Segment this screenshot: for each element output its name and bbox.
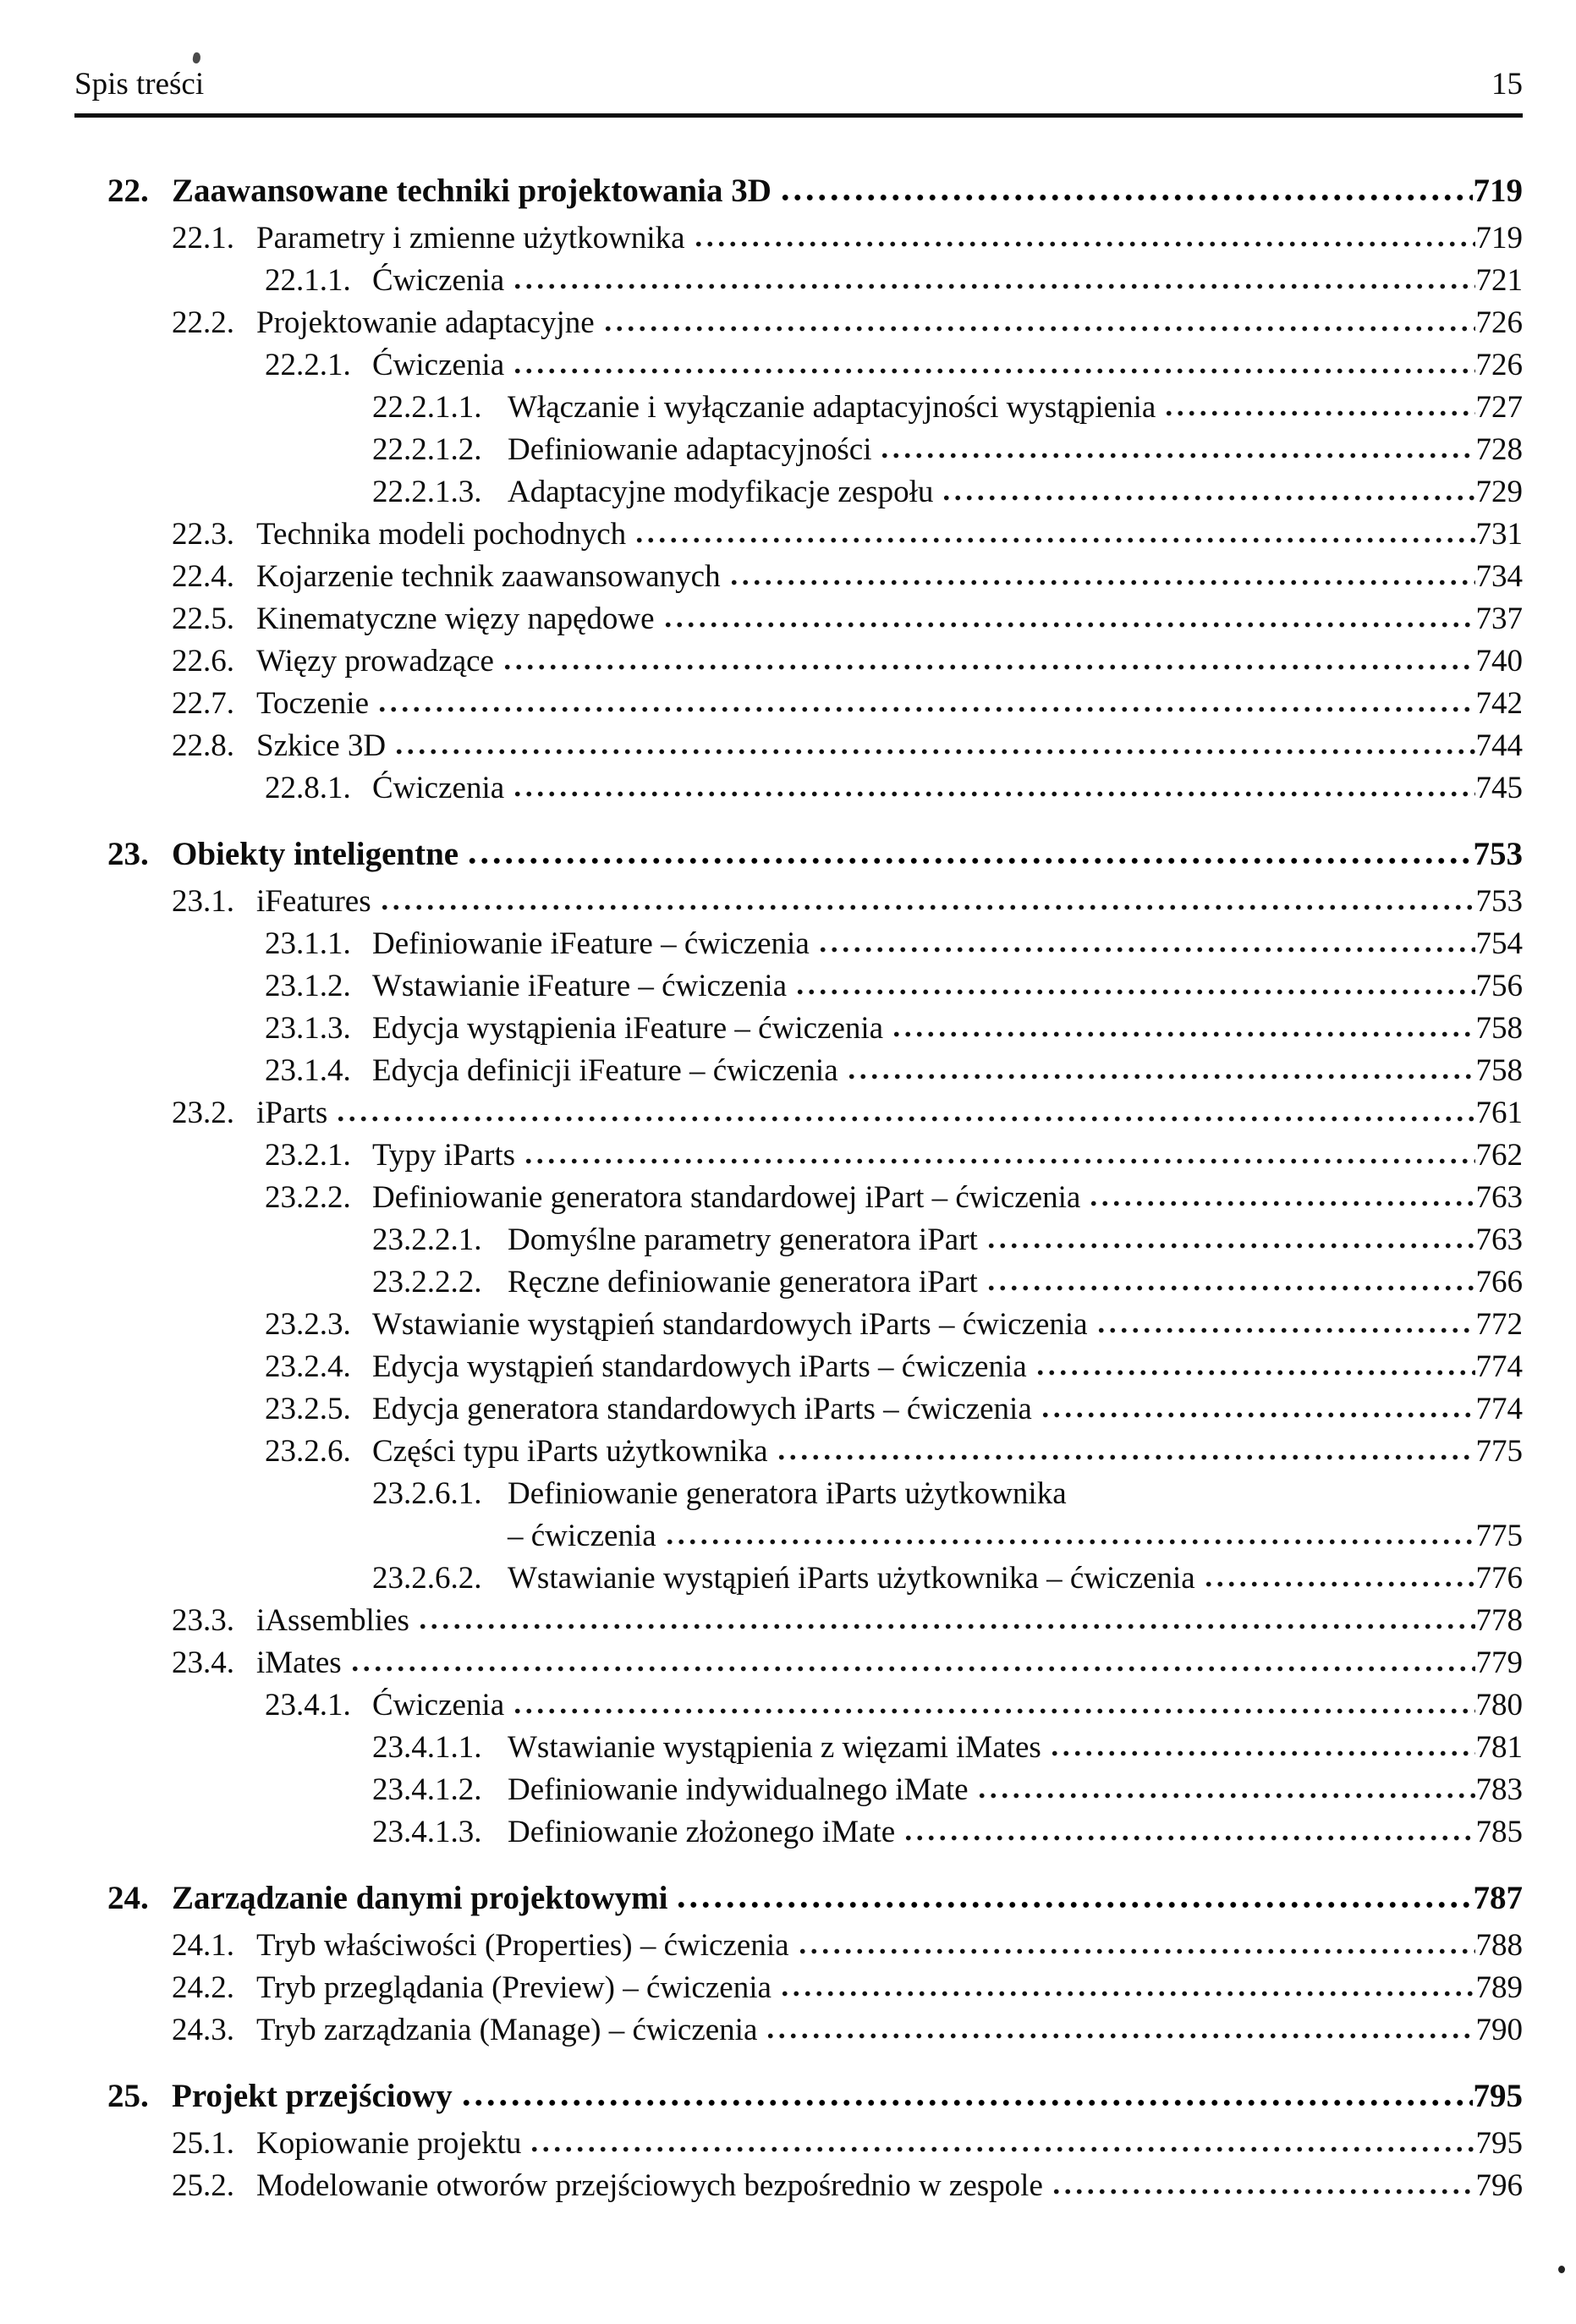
- toc-row: [107, 725, 1523, 767]
- toc-row: [107, 1092, 1523, 1135]
- toc-row: [107, 1261, 1523, 1304]
- toc-entry-title: Kojarzenie technik zaawansowanych: [256, 559, 721, 594]
- toc-page-ref: 785: [1475, 1815, 1523, 1849]
- toc-page-ref: 729: [1475, 475, 1523, 509]
- dot-leader: [779, 194, 1473, 201]
- toc-entry-title: Toczenie: [256, 686, 369, 721]
- dot-leader: [602, 325, 1475, 332]
- toc-row: [107, 1050, 1523, 1092]
- toc-entry-number: 23.4.1.: [265, 1688, 351, 1722]
- dot-leader: [1049, 1750, 1475, 1757]
- toc-entry-number: 23.1.3.: [265, 1011, 351, 1046]
- toc-entry-title: Edycja definicji iFeature – ćwiczenia: [372, 1053, 838, 1088]
- toc-entry-number: 22.: [107, 173, 149, 209]
- dot-leader: [379, 904, 1475, 911]
- toc-entry-number: 23.: [107, 836, 149, 872]
- toc-row: [107, 1473, 1523, 1558]
- toc-row: [107, 1346, 1523, 1388]
- toc-entry-title: Tryb zarządzania (Manage) – ćwiczenia: [256, 2013, 758, 2047]
- toc-entry-title: Zarządzanie danymi projektowymi: [172, 1880, 668, 1916]
- toc-row: [107, 1135, 1523, 1177]
- toc-entry-title: iMates: [256, 1645, 342, 1680]
- toc-entry-number: 22.8.1.: [265, 771, 351, 805]
- toc-row: [107, 767, 1523, 810]
- toc-row: [107, 302, 1523, 344]
- dot-leader: [376, 706, 1475, 713]
- toc-entry-title: Włączanie i wyłączanie adaptacyjności wystąpienia: [508, 390, 1156, 425]
- toc-entry-title: iAssemblies: [256, 1603, 409, 1638]
- toc-entry-number: 22.3.: [172, 517, 234, 552]
- toc-entry-title: Kopiowanie projektu: [256, 2126, 522, 2161]
- dot-leader: [797, 1948, 1475, 1955]
- dot-leader: [502, 663, 1475, 671]
- toc-page-ref: 721: [1475, 263, 1523, 298]
- toc-row: [107, 1558, 1523, 1600]
- dot-leader: [1203, 1580, 1475, 1588]
- toc-row: [107, 833, 1523, 876]
- dot-leader: [466, 857, 1472, 865]
- toc-row: [107, 1967, 1523, 2009]
- toc-entry-title: Typy iParts: [372, 1138, 516, 1173]
- toc-row: [107, 1219, 1523, 1261]
- toc-row: [107, 2009, 1523, 2052]
- running-head: [74, 66, 1523, 103]
- dot-leader: [941, 494, 1474, 502]
- toc-row: [107, 1684, 1523, 1727]
- toc-page-ref: 795: [1475, 2126, 1523, 2161]
- toc-page-ref: 753: [1473, 836, 1523, 872]
- toc-page-ref: 762: [1475, 1138, 1523, 1173]
- toc-page-ref: 758: [1475, 1011, 1523, 1046]
- toc-entry-title: Wstawianie wystąpień standardowych iParts – ćwiczenia: [372, 1307, 1088, 1342]
- toc-page-ref: 734: [1475, 559, 1523, 594]
- dot-leader: [903, 1834, 1474, 1842]
- toc-page-ref: 775: [1475, 1519, 1523, 1553]
- toc-entry-number: 22.4.: [172, 559, 234, 594]
- toc-entry-number: 23.2.5.: [265, 1392, 351, 1426]
- dot-leader: [460, 2099, 1473, 2107]
- toc-page-ref: 780: [1475, 1688, 1523, 1722]
- toc-entry-title: Modelowanie otworów przejściowych bezpośrednio w zespole: [256, 2168, 1043, 2203]
- toc-page-ref: 788: [1475, 1928, 1523, 1963]
- dot-leader: [1040, 1411, 1475, 1419]
- dot-leader: [693, 240, 1475, 248]
- toc-entry-title: Technika modeli pochodnych: [256, 517, 627, 552]
- toc-row: [107, 260, 1523, 302]
- toc-entry-number: 24.2.: [172, 1970, 234, 2005]
- toc-entry-title: Definiowanie indywidualnego iMate: [508, 1772, 969, 1807]
- toc-page-ref: 727: [1475, 390, 1523, 425]
- toc-page-ref: 740: [1475, 644, 1523, 679]
- toc-entry-title: Definiowanie generatora standardowej iPart – ćwiczenia: [372, 1180, 1081, 1215]
- toc-entry-number: 24.: [107, 1880, 149, 1916]
- toc-page-ref: 742: [1475, 686, 1523, 721]
- toc-page-ref: 779: [1475, 1645, 1523, 1680]
- toc-row: [107, 881, 1523, 923]
- toc-entry-title: Parametry i zmienne użytkownika: [256, 221, 685, 255]
- toc-page-ref: 772: [1475, 1307, 1523, 1342]
- toc-row: [107, 556, 1523, 598]
- toc-page-ref: 789: [1475, 1970, 1523, 2005]
- toc-entry-title: Ćwiczenia: [372, 263, 505, 298]
- toc-page-ref: 776: [1475, 1561, 1523, 1596]
- toc-entry-title: Ćwiczenia: [372, 771, 505, 805]
- toc-page-ref: 790: [1475, 2013, 1523, 2047]
- dot-leader: [779, 1990, 1475, 1997]
- toc-row: [107, 640, 1523, 683]
- toc-entry-title: Adaptacyjne modyfikacje zespołu: [508, 475, 934, 509]
- dot-leader: [664, 1538, 1475, 1546]
- toc-entry-title: iFeatures: [256, 884, 371, 919]
- toc-page-ref: 753: [1475, 884, 1523, 919]
- toc-entry-number: 22.2.1.3.: [372, 475, 482, 509]
- toc-page-ref: 795: [1473, 2078, 1523, 2114]
- toc-page-ref: 756: [1475, 969, 1523, 1003]
- toc-entry-title: Wstawianie iFeature – ćwiczenia: [372, 969, 788, 1003]
- toc-entry-number: 23.1.2.: [265, 969, 351, 1003]
- toc-row: [107, 1642, 1523, 1684]
- toc-entry-title: Definiowanie adaptacyjności: [508, 432, 872, 467]
- page-number: 15: [1491, 67, 1523, 102]
- toc-entry-number: 22.6.: [172, 644, 234, 679]
- dot-leader: [817, 946, 1475, 953]
- toc-page-ref: 763: [1475, 1180, 1523, 1215]
- toc-entry-title: Więzy prowadzące: [256, 644, 494, 679]
- toc-entry-number: 23.2.6.: [265, 1434, 351, 1469]
- toc-entry-number: 24.1.: [172, 1928, 234, 1963]
- toc-entry-number: 25.: [107, 2078, 149, 2114]
- toc-entry-title: Projekt przejściowy: [172, 2078, 453, 2114]
- toc-entry-title: Części typu iParts użytkownika: [372, 1434, 768, 1469]
- toc-row: [107, 170, 1523, 212]
- toc-entry-number: 22.5.: [172, 602, 234, 636]
- toc-entry-title: Definiowanie złożonego iMate: [508, 1815, 896, 1849]
- toc-entry-title: Domyślne parametry generatora iPart: [508, 1222, 978, 1257]
- toc-page-ref: 781: [1475, 1730, 1523, 1765]
- toc-page-ref: 719: [1473, 173, 1523, 209]
- header-rule: [74, 113, 1523, 118]
- toc-entry-number: 23.1.4.: [265, 1053, 351, 1088]
- toc-page-ref: 778: [1475, 1603, 1523, 1638]
- dot-leader: [349, 1665, 1475, 1673]
- toc-page-ref: 731: [1475, 517, 1523, 552]
- dot-leader: [1163, 409, 1474, 417]
- toc-row: [107, 344, 1523, 387]
- toc-page-ref: 761: [1475, 1096, 1523, 1130]
- toc-entry-title: iParts: [256, 1096, 328, 1130]
- toc-entry-number: 23.2.2.2.: [372, 1265, 482, 1299]
- toc-entry-number: 22.2.1.1.: [372, 390, 482, 425]
- toc-page-ref: 754: [1475, 926, 1523, 961]
- toc-entry-title: Wstawianie wystąpień iParts użytkownika – ćwiczenia: [508, 1561, 1195, 1596]
- toc-page-ref: 796: [1475, 2168, 1523, 2203]
- toc-entry-title: Tryb właściwości (Properties) – ćwiczenia: [256, 1928, 789, 1963]
- toc-row: [107, 1008, 1523, 1050]
- toc-page-ref: 774: [1475, 1349, 1523, 1384]
- toc-row: [107, 1811, 1523, 1854]
- dot-leader: [728, 579, 1475, 586]
- toc-page-ref: 719: [1475, 221, 1523, 255]
- toc-row: [107, 965, 1523, 1008]
- dot-leader: [512, 1707, 1474, 1715]
- dot-leader: [1035, 1369, 1475, 1376]
- toc-entry-number: 23.2.4.: [265, 1349, 351, 1384]
- toc-entry-number: 22.7.: [172, 686, 234, 721]
- page-title: Spis treści: [74, 67, 205, 102]
- toc-entry-number: 22.2.1.2.: [372, 432, 482, 467]
- toc-row: [107, 1877, 1523, 1920]
- toc-page-ref: 728: [1475, 432, 1523, 467]
- toc-entry-title: Obiekty inteligentne: [172, 836, 459, 872]
- toc-list: [107, 170, 1523, 2207]
- toc-entry-title: Edycja wystąpień standardowych iParts – ćwiczenia: [372, 1349, 1027, 1384]
- toc-row: [107, 1600, 1523, 1642]
- toc-entry-title: Zaawansowane techniki projektowania 3D: [172, 173, 772, 209]
- toc-entry-title: Ręczne definiowanie generatora iPart: [508, 1265, 978, 1299]
- dot-leader: [794, 988, 1474, 996]
- dot-leader: [512, 790, 1474, 798]
- scan-speck: [1558, 2266, 1565, 2273]
- dot-leader: [662, 621, 1475, 629]
- toc-entry-number: 23.4.: [172, 1645, 234, 1680]
- toc-row: [107, 1304, 1523, 1346]
- toc-page-ref: 787: [1473, 1880, 1523, 1916]
- toc-page-ref: 774: [1475, 1392, 1523, 1426]
- toc-row: [107, 2075, 1523, 2118]
- dot-leader: [846, 1073, 1475, 1080]
- dot-leader: [891, 1030, 1474, 1038]
- dot-leader: [1096, 1327, 1475, 1334]
- dot-leader: [417, 1623, 1475, 1630]
- toc-row: [107, 598, 1523, 640]
- dot-leader: [529, 2145, 1474, 2153]
- toc-entry-number: 22.2.: [172, 305, 234, 340]
- toc-entry-number: 23.2.: [172, 1096, 234, 1130]
- toc-entry-number: 23.3.: [172, 1603, 234, 1638]
- toc-row: [107, 429, 1523, 471]
- toc-row: [107, 217, 1523, 260]
- toc-page-ref: 775: [1475, 1434, 1523, 1469]
- toc-row: [107, 1727, 1523, 1769]
- toc-entry-number: 23.2.3.: [265, 1307, 351, 1342]
- toc-entry-number: 23.2.6.1.: [372, 1476, 482, 1511]
- toc-entry-title: Edycja wystąpienia iFeature – ćwiczenia: [372, 1011, 884, 1046]
- dot-leader: [634, 536, 1474, 544]
- toc-entry-title: Definiowanie iFeature – ćwiczenia: [372, 926, 810, 961]
- toc-entry-number: 22.2.1.: [265, 348, 351, 382]
- toc-page-ref: 745: [1475, 771, 1523, 805]
- toc-entry-title: Ćwiczenia: [372, 1688, 505, 1722]
- toc-page-ref: 744: [1475, 728, 1523, 763]
- toc-entry-number: 23.1.: [172, 884, 234, 919]
- toc-entry-number: 23.2.1.: [265, 1138, 351, 1173]
- toc-entry-number: 23.4.1.1.: [372, 1730, 482, 1765]
- toc-row: [107, 2123, 1523, 2165]
- toc-page-ref: 763: [1475, 1222, 1523, 1257]
- toc-row: [107, 1925, 1523, 1967]
- toc-page-ref: 726: [1475, 305, 1523, 340]
- dot-leader: [976, 1792, 1475, 1799]
- dot-leader: [1088, 1200, 1474, 1207]
- dot-leader: [335, 1115, 1474, 1123]
- toc-entry-number: 23.4.1.2.: [372, 1772, 482, 1807]
- toc-entry-number: 22.1.1.: [265, 263, 351, 298]
- dot-leader: [879, 452, 1474, 459]
- dot-leader: [512, 367, 1474, 375]
- toc-entry-number: 24.3.: [172, 2013, 234, 2047]
- toc-row: [107, 2165, 1523, 2207]
- toc-entry-title: Edycja generatora standardowych iParts – ćwiczenia: [372, 1392, 1032, 1426]
- toc-page-ref: 758: [1475, 1053, 1523, 1088]
- toc-entry-title: Definiowanie generatora iParts użytkownika: [508, 1476, 1067, 1511]
- toc-entry-number: 25.1.: [172, 2126, 234, 2161]
- toc-entry-number: 23.2.2.1.: [372, 1222, 482, 1257]
- toc-entry-title: Kinematyczne więzy napędowe: [256, 602, 655, 636]
- toc-entry-title-continuation: – ćwiczenia: [508, 1519, 656, 1553]
- toc-page-ref: 783: [1475, 1772, 1523, 1807]
- toc-entry-title: Wstawianie wystąpienia z więzami iMates: [508, 1730, 1041, 1765]
- dot-leader: [512, 283, 1474, 290]
- dot-leader: [986, 1284, 1475, 1292]
- toc-entry-number: 22.1.: [172, 221, 234, 255]
- toc-row: [107, 683, 1523, 725]
- toc-row: [107, 1431, 1523, 1473]
- toc-row: [107, 1769, 1523, 1811]
- dot-leader: [986, 1242, 1475, 1250]
- toc-entry-number: 23.2.2.: [265, 1180, 351, 1215]
- dot-leader: [1051, 2188, 1475, 2195]
- toc-entry-number: 23.4.1.3.: [372, 1815, 482, 1849]
- dot-leader: [393, 748, 1474, 755]
- toc-row: [107, 387, 1523, 429]
- toc-page-ref: 737: [1475, 602, 1523, 636]
- dot-leader: [675, 1901, 1472, 1909]
- toc-row: [107, 1388, 1523, 1431]
- toc-row: [107, 923, 1523, 965]
- toc-entry-title: Szkice 3D: [256, 728, 387, 763]
- dot-leader: [523, 1157, 1474, 1165]
- toc-page-ref: 766: [1475, 1265, 1523, 1299]
- toc-entry-title: Ćwiczenia: [372, 348, 505, 382]
- toc-entry-number: 23.1.1.: [265, 926, 351, 961]
- toc-entry-title: Projektowanie adaptacyjne: [256, 305, 595, 340]
- toc-row: [107, 514, 1523, 556]
- toc-page-ref: 726: [1475, 348, 1523, 382]
- toc-entry-number: 25.2.: [172, 2168, 234, 2203]
- toc-entry-title: Tryb przeglądania (Preview) – ćwiczenia: [256, 1970, 772, 2005]
- toc-entry-number: 22.8.: [172, 728, 234, 763]
- toc-entry-number: 23.2.6.2.: [372, 1561, 482, 1596]
- dot-leader: [765, 2032, 1474, 2040]
- toc-row: [107, 1177, 1523, 1219]
- dot-leader: [776, 1453, 1475, 1461]
- toc-row: [107, 471, 1523, 514]
